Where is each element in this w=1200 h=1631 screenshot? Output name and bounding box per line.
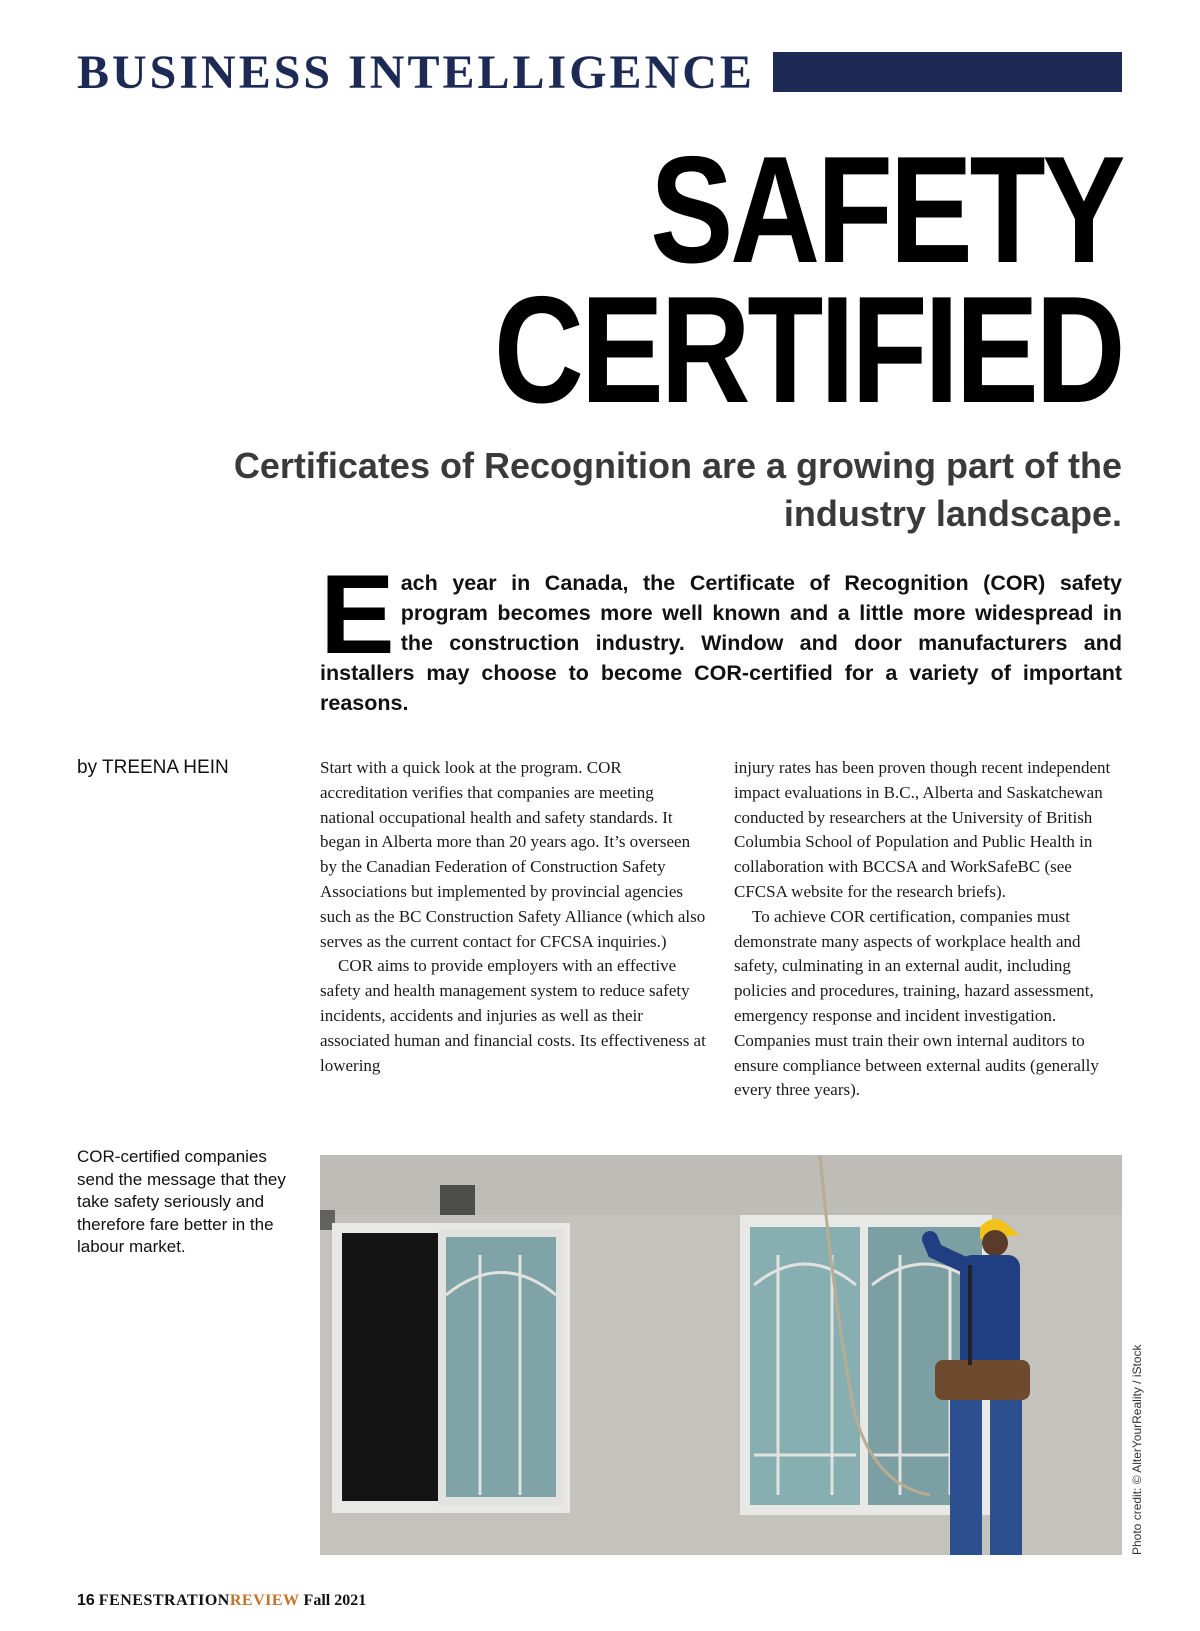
section-header — [77, 44, 1122, 100]
body-paragraph: To achieve COR certification, companies must demonstrate many aspects of workplace health and safety, culminating in an external audit, including policies and procedures, training, hazard assessment, emergency response and incident investigation. Companies must train their own internal auditors to ensure compliance between external audits (generally every three years). — [734, 906, 1099, 1100]
photo-credit: Photo credit: © AlterYourReality / iStock — [1130, 1344, 1144, 1555]
lead-paragraph — [320, 552, 1122, 718]
drop-cap: E — [320, 552, 395, 677]
headline-line-1: SAFETY — [649, 125, 1122, 295]
issue-label: Fall 2021 — [303, 1592, 367, 1609]
section-bar — [773, 52, 1122, 92]
magazine-name-accent: REVIEW — [229, 1592, 300, 1609]
subhead: Certificates of Recognition are a growing part of the industry landscape. — [233, 445, 1122, 534]
body-paragraph: Start with a quick look at the program. COR accreditation verifies that companies are meeting national occupational health and safety standards. It began in Alberta more than 20 years ago. It’s overseen by the Canadian Federation of Construction Safety Associations but implemented by provincial agencies such as the BC Construction Safety Alliance (which also serves as the current contact for CFCSA inquiries.) — [320, 758, 706, 951]
headline — [493, 125, 1122, 435]
photo-caption: COR-certified companies send the message that they take safety seriously and therefore fare better in the labour market. — [77, 1147, 286, 1256]
body-paragraph: COR aims to provide employers with an effective safety and health management system to reduce safety incidents, accidents and injuries as well as their associated human and financial costs. Its effectiveness at lowering — [320, 956, 706, 1075]
body-column-2 — [734, 756, 1121, 1103]
body-paragraph: injury rates has been proven though recent independent impact evaluations in B.C., Alberta and Saskatchewan conducted by researchers at the University of British Columbia School of Population and Public Health in collaboration with BCCSA and WorkSafeBC (see CFCSA website for the research briefs). — [734, 758, 1111, 901]
page-number: 16 — [77, 1592, 95, 1609]
section-title: BUSINESS INTELLIGENCE — [77, 45, 755, 99]
magazine-name-primary: FENESTRATION — [98, 1592, 230, 1609]
body-column-1 — [320, 756, 707, 1078]
lead-text: ach year in Canada, the Certificate of Recognition (COR) safety program becomes more well known and a little more widespread in the construction industry. Window and door manufacturers and installers may choose to become COR-certified for a variety of important reasons. — [320, 571, 1122, 715]
worker-installing-window-illustration — [320, 1155, 1122, 1555]
page-footer — [77, 1592, 366, 1610]
headline-line-2: CERTIFIED — [493, 265, 1122, 435]
article-photo — [320, 1155, 1122, 1555]
byline: by TREENA HEIN — [77, 757, 229, 778]
